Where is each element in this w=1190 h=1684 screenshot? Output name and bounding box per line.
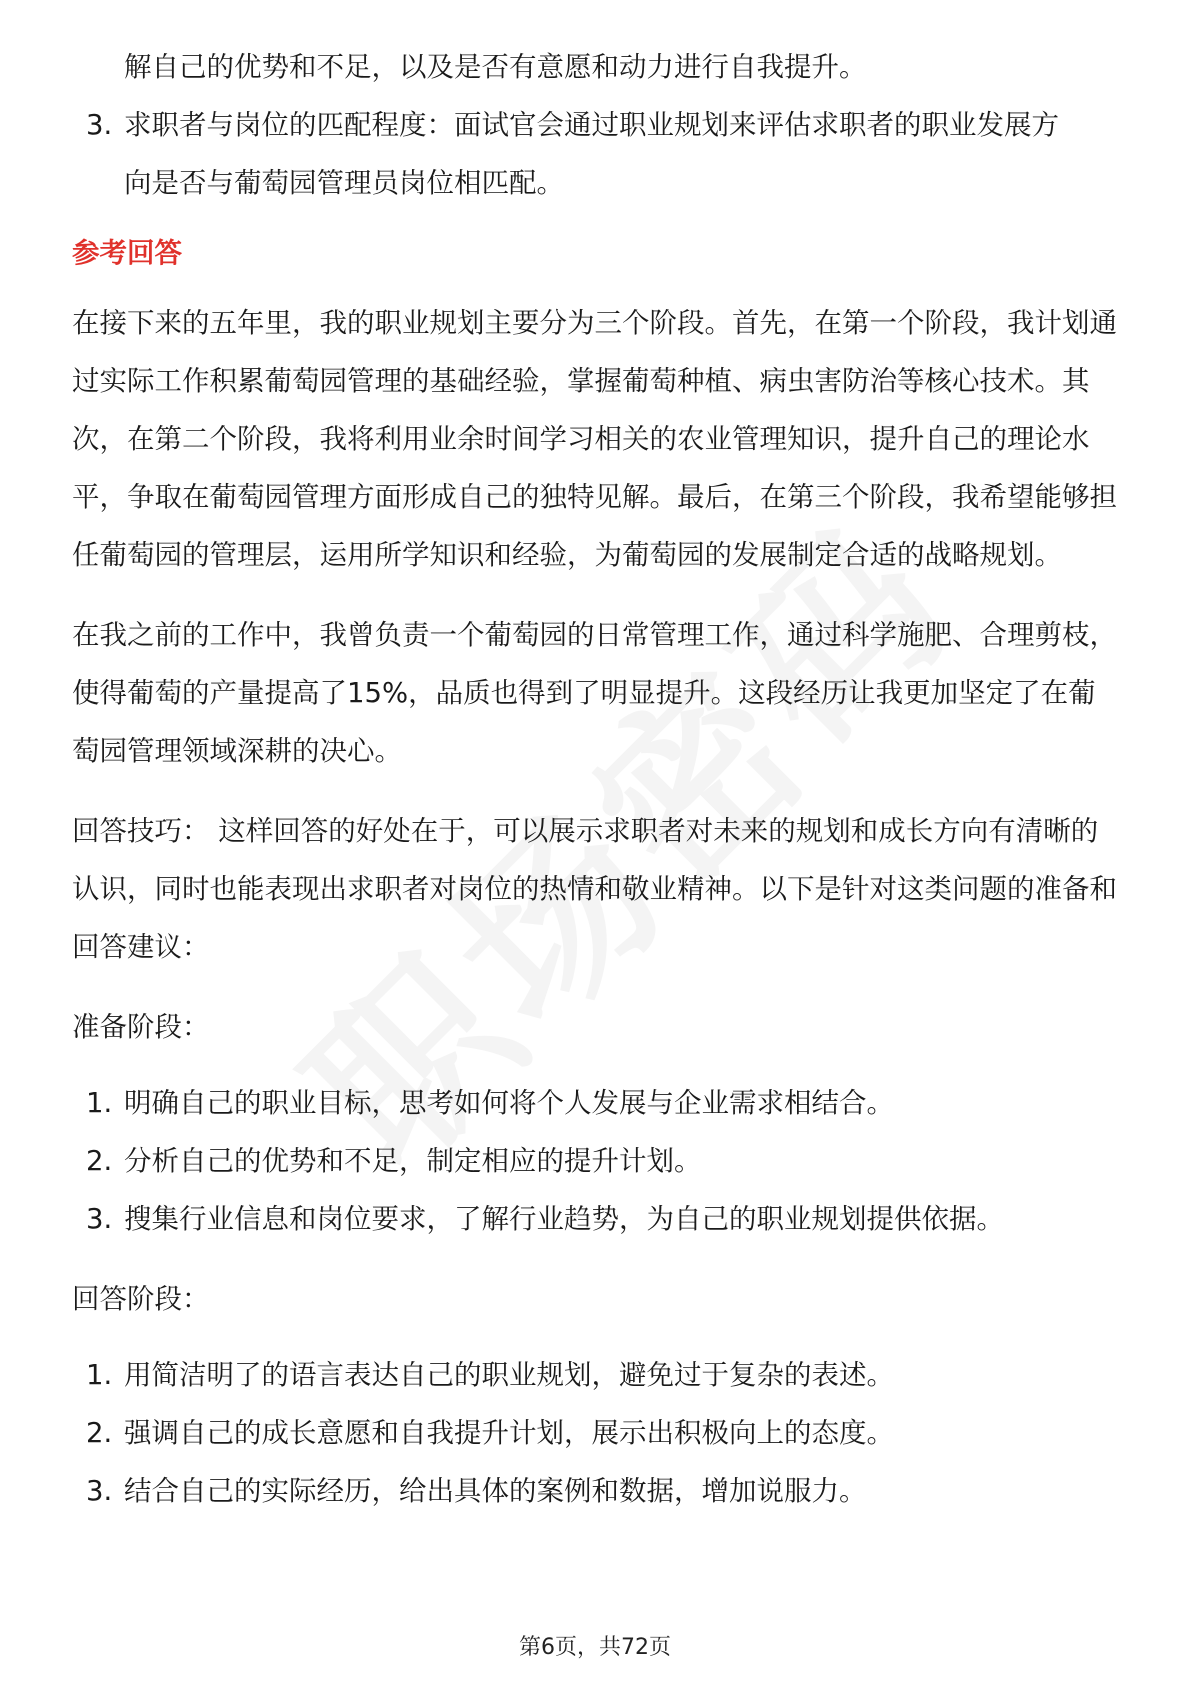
reference-answer-heading: 参考回答 — [72, 237, 182, 269]
criteria-list — [72, 96, 1122, 212]
list-item-text-line: 求职者与岗位的匹配程度：面试官会通过职业规划来评估求职者的职业发展方 — [124, 109, 1059, 141]
list-number: 3. — [86, 1203, 113, 1235]
list-number: 3. — [86, 109, 113, 141]
list-item-text: 结合自己的实际经历，给出具体的案例和数据，增加说服力。 — [124, 1475, 867, 1507]
list-item-continuation: 解自己的优势和不足，以及是否有意愿和动力进行自我提升。 — [124, 51, 867, 83]
list-number: 1. — [86, 1087, 113, 1119]
list-item — [72, 1190, 1122, 1248]
list-item — [72, 1404, 1122, 1462]
answer-stage-list — [72, 1346, 1122, 1520]
list-item — [72, 96, 1122, 212]
tips-paragraph: 回答技巧： 这样回答的好处在于，可以展示求职者对未来的规划和成长方向有清晰的认识，同时也能表现出求职者对岗位的热情和敬业精神。以下是针对这类问题的准备和回答建议： — [72, 815, 1117, 963]
list-item-text: 搜集行业信息和岗位要求，了解行业趋势，为自己的职业规划提供依据。 — [124, 1203, 1004, 1235]
prep-stage-list — [72, 1074, 1122, 1248]
answer-paragraph: 在我之前的工作中，我曾负责一个葡萄园的日常管理工作，通过科学施肥、合理剪枝，使得葡萄的产量提高了15%，品质也得到了明显提升。这段经历让我更加坚定了在葡萄园管理领域深耕的决心。 — [72, 619, 1117, 767]
list-number: 3. — [86, 1475, 113, 1507]
list-item-text: 用简洁明了的语言表达自己的职业规划，避免过于复杂的表述。 — [124, 1359, 894, 1391]
list-number: 1. — [86, 1359, 113, 1391]
answer-paragraph: 在接下来的五年里，我的职业规划主要分为三个阶段。首先，在第一个阶段，我计划通过实际工作积累葡萄园管理的基础经验，掌握葡萄种植、病虫害防治等核心技术。其次，在第二个阶段，我将利用业余时间学习相关的农业管理知识，提升自己的理论水平，争取在葡萄园管理方面形成自己的独特见解。最后，在第三个阶段，我希望能够担任葡萄园的管理层，运用所学知识和经验，为葡萄园的发展制定合适的战略规划。 — [72, 307, 1117, 571]
answer-stage-heading: 回答阶段： — [72, 1283, 210, 1315]
list-item — [72, 1132, 1122, 1190]
page-footer: 第6页，共72页 — [519, 1635, 671, 1660]
page-content — [72, 38, 1122, 1520]
list-item-text-line: 向是否与葡萄园管理员岗位相匹配。 — [124, 167, 564, 199]
list-number: 2. — [86, 1417, 113, 1449]
list-number: 2. — [86, 1145, 113, 1177]
list-item — [72, 1346, 1122, 1404]
list-item — [72, 1462, 1122, 1520]
prep-stage-heading: 准备阶段： — [72, 1011, 210, 1043]
list-item-text: 明确自己的职业目标，思考如何将个人发展与企业需求相结合。 — [124, 1087, 894, 1119]
list-item-text: 强调自己的成长意愿和自我提升计划，展示出积极向上的态度。 — [124, 1417, 894, 1449]
list-item-text: 分析自己的优势和不足，制定相应的提升计划。 — [124, 1145, 702, 1177]
list-item — [72, 1074, 1122, 1132]
